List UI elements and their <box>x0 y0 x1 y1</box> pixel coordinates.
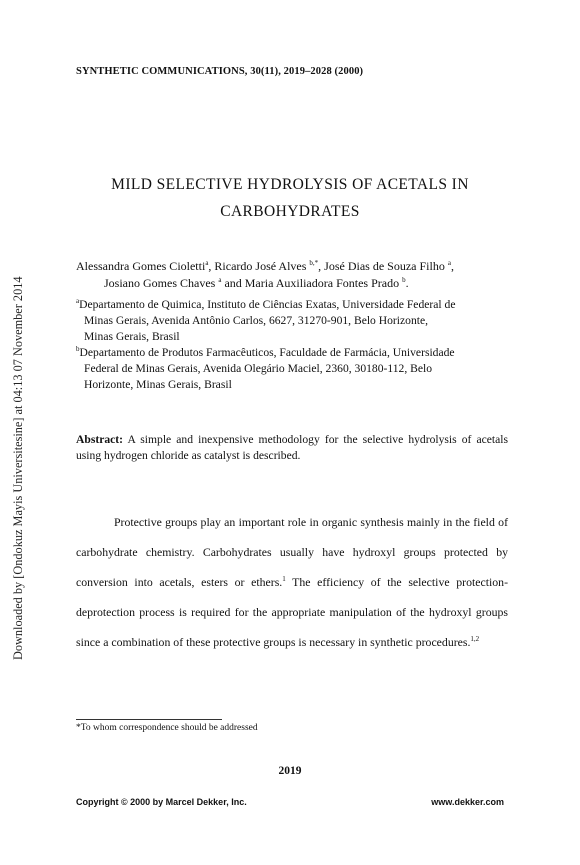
affil-b-line3: Horizonte, Minas Gerais, Brasil <box>84 378 232 391</box>
affiliation-a <box>76 297 508 345</box>
affil-mark-a: a <box>76 297 80 306</box>
article-title-line2: CARBOHYDRATES <box>220 203 360 220</box>
paragraph <box>76 507 508 657</box>
author-name: and Maria Auxiliadora Fontes Prado <box>221 276 403 290</box>
author-affil-mark: b <box>402 276 406 284</box>
affil-a-line3: Minas Gerais, Brasil <box>84 330 180 343</box>
publisher-website: www.dekker.com <box>431 797 504 807</box>
abstract <box>76 432 508 464</box>
author-name: Josiano Gomes Chaves <box>104 276 219 290</box>
download-watermark-text: Downloaded by [Ondokuz Mayis Universitesine] at 04:13 07 November 2014 <box>11 276 25 660</box>
author-affil-mark: b,* <box>309 259 319 267</box>
author-line-2 <box>76 275 506 292</box>
body-text <box>76 507 508 657</box>
page-number: 2019 <box>278 765 302 777</box>
author-affil-mark: a <box>205 259 209 267</box>
copyright-notice: Copyright © 2000 by Marcel Dekker, Inc. <box>76 797 247 807</box>
affil-b-line1: Departamento de Produtos Farmacêuticos, Faculdade de Farmácia, Universidade <box>79 346 455 359</box>
affil-a-line1: Departamento de Quimica, Instituto de Ciências Exatas, Universidade Federal de <box>79 298 456 311</box>
paragraph-text: Protective groups play an important role in organic synthesis mainly in the field of carbohydrate chemistry. Carbohydrates usually have hydroxyl groups protected by conversion into acetals, esters or ethers. <box>76 515 508 589</box>
journal-header: SYNTHETIC COMMUNICATIONS, 30(11), 2019–2028 (2000) <box>76 66 364 77</box>
citation-mark: 1 <box>282 575 286 584</box>
author-name: , José Dias de Souza Filho <box>318 259 448 273</box>
download-watermark <box>0 0 30 865</box>
affil-a-line2: Minas Gerais, Avenida Antônio Carlos, 6627, 31270-901, Belo Horizonte, <box>84 314 429 327</box>
affiliation-b <box>76 345 508 393</box>
author-separator: , <box>450 259 454 273</box>
author-list <box>76 258 506 292</box>
author-affil-mark: a <box>447 259 451 267</box>
footnote-rule <box>76 719 222 720</box>
citation-mark: 1,2 <box>470 635 480 644</box>
article-title-line1: MILD SELECTIVE HYDROLYSIS OF ACETALS IN <box>111 176 469 193</box>
author-separator: . <box>405 276 409 290</box>
abstract-label: Abstract: <box>76 433 124 446</box>
paragraph-text: The efficiency of the selective protection-deprotection process is required for the appropriate manipulation of the hydroxyl groups since a combination of these protective groups is necessary in synthetic procedures. <box>76 575 508 649</box>
author-name: Alessandra Gomes Cioletti <box>76 259 206 273</box>
author-affil-mark: a <box>218 276 222 284</box>
affil-mark-b: b <box>76 345 80 354</box>
author-line-1 <box>76 258 506 275</box>
footnote: *To whom correspondence should be addressed <box>76 723 258 733</box>
abstract-text: A simple and inexpensive methodology for the selective hydrolysis of acetals using hydrogen chloride as catalyst is described. <box>76 433 508 462</box>
affil-b-line2: Federal de Minas Gerais, Avenida Olegário Maciel, 2360, 30180-112, Belo <box>84 362 433 375</box>
author-name: , Ricardo José Alves <box>208 259 310 273</box>
